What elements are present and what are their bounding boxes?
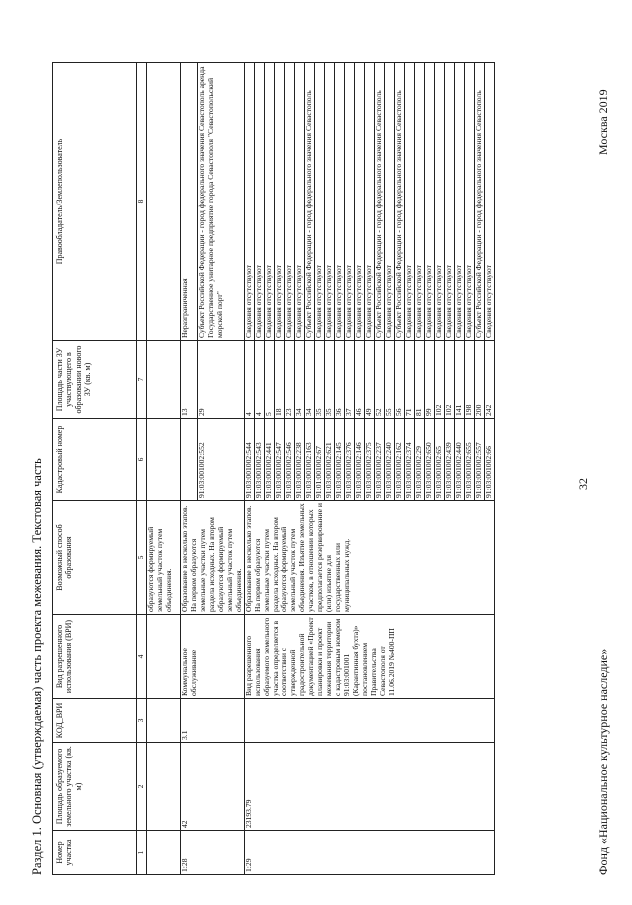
part-area: 35 bbox=[314, 341, 324, 419]
cadastral-number: 91:03:001002:145 bbox=[334, 419, 344, 501]
column-number: 5 bbox=[137, 501, 147, 615]
header-cell: Кадастровый номер bbox=[53, 419, 137, 501]
column-number: 1 bbox=[137, 831, 147, 875]
owner-cell: Сведения отсутствуют bbox=[384, 63, 394, 341]
footer-organization: Фонд «Национальное культурное наследие» bbox=[596, 648, 610, 875]
part-area: 49 bbox=[364, 341, 374, 419]
owner-cell: Сведения отсутствуют bbox=[354, 63, 364, 341]
cadastral-number: 91:03:001002:557 bbox=[474, 419, 484, 501]
survey-table bbox=[52, 62, 495, 875]
part-area: 200 bbox=[474, 341, 484, 419]
header-cell: Правообладатель/Землепользователь bbox=[53, 63, 137, 341]
cadastral-number bbox=[181, 419, 198, 501]
parcel-code bbox=[244, 699, 494, 743]
cadastral-number: 91:03:001002:66 bbox=[484, 419, 494, 501]
parcel-area: 23193.79 bbox=[244, 743, 494, 831]
parcel-number: 1:28 bbox=[181, 831, 245, 875]
column-number: 6 bbox=[137, 419, 147, 501]
owner-cell: Сведения отсутствуют bbox=[464, 63, 474, 341]
header-cell: Вид разрешенного использования (ВРИ) bbox=[53, 615, 137, 699]
part-area: 4 bbox=[254, 341, 264, 419]
part-area: 5 bbox=[264, 341, 274, 419]
parcel-method: Образование в несколько этапов. На первом образуются земельные участки путем раздела исходных. На втором образуются формируемый земельный участок путем объединения. Изъятие земельных участков, в отношении которых предполагается резервирование и (или) изъятие для государственных или муниципальных нужд. bbox=[244, 501, 494, 615]
part-area: 81 bbox=[414, 341, 424, 419]
cadastral-number: 91:03:001002:237 bbox=[374, 419, 384, 501]
column-number: 7 bbox=[137, 341, 147, 419]
part-area: 13 bbox=[181, 341, 198, 419]
header-cell: Номер участка bbox=[53, 831, 137, 875]
part-area: 46 bbox=[354, 341, 364, 419]
parcel-number: 1:29 bbox=[244, 831, 494, 875]
owner-cell: Сведения отсутствуют bbox=[364, 63, 374, 341]
cadastral-number: 91:03:001002:440 bbox=[454, 419, 464, 501]
owner-cell: Сведения отсутствуют bbox=[334, 63, 344, 341]
part-area: 18 bbox=[274, 341, 284, 419]
parcel-code: 3.1 bbox=[181, 699, 245, 743]
cadastral-number: 91:03:001002:163 bbox=[304, 419, 314, 501]
part-area: 34 bbox=[294, 341, 304, 419]
owner-cell: Субъект Российской Федерации - город федерального значения Севастополь bbox=[474, 63, 484, 341]
cadastral-number: 91:03:001002:655 bbox=[464, 419, 474, 501]
owner-cell: Сведения отсутствуют bbox=[404, 63, 414, 341]
part-area: 198 bbox=[464, 341, 474, 419]
cadastral-number: 91:03:001002:240 bbox=[384, 419, 394, 501]
part-area: 71 bbox=[404, 341, 414, 419]
cadastral-number: 91:03:001002:29 bbox=[414, 419, 424, 501]
parcel-vri: Коммунальное обслуживание bbox=[181, 615, 245, 699]
cadastral-number: 91:03:001002:439 bbox=[444, 419, 454, 501]
continuation-row bbox=[147, 63, 181, 875]
owner-cell: Сведения отсутствуют bbox=[444, 63, 454, 341]
cadastral-number: 91:01:001002:67 bbox=[314, 419, 324, 501]
header-cell: Возможный способ образования bbox=[53, 501, 137, 615]
parcel-vri: Вид разрешенного использования образуемого земельного участка определяется в соответствии с утвержденной градостроительной документацией «Проект планировки и проект межевания территории с кадастровым номером 91:03:001001 (Карантинная бухта)» постановлением Правительства Севастополя от 11.06.2019 №400-ПП bbox=[244, 615, 494, 699]
cadastral-number: 91:03:001002:544 bbox=[244, 419, 254, 501]
part-area: 99 bbox=[424, 341, 434, 419]
part-area: 55 bbox=[384, 341, 394, 419]
cadastral-number: 91:03:001002:162 bbox=[394, 419, 404, 501]
owner-cell: Сведения отсутствуют bbox=[254, 63, 264, 341]
header-cell: Площадь образуемого земельного участка (кв. м) bbox=[53, 743, 137, 831]
part-area: 102 bbox=[444, 341, 454, 419]
part-area: 242 bbox=[484, 341, 494, 419]
cadastral-number: 91:03:001002:374 bbox=[404, 419, 414, 501]
column-number: 2 bbox=[137, 743, 147, 831]
header-row bbox=[53, 63, 137, 875]
part-area: 29 bbox=[197, 341, 244, 419]
column-number: 4 bbox=[137, 615, 147, 699]
owner-cell: Субъект Российской Федерации - город федерального значения Севастополь bbox=[374, 63, 384, 341]
cadastral-number: 91:03:001002:375 bbox=[364, 419, 374, 501]
section-title: Раздел 1. Основная (утверждаемая) часть проекта межевания. Текстовая часть bbox=[30, 458, 44, 875]
owner-cell: Сведения отсутствуют bbox=[274, 63, 284, 341]
parcel-method: Образование в несколько этапов. На первом образуются земельные участки путем раздела исходных. На втором образуются формируемый земельный участок путем объединения. bbox=[181, 501, 245, 615]
cadastral-number: 91:03:001002:547 bbox=[274, 419, 284, 501]
part-area: 34 bbox=[304, 341, 314, 419]
cadastral-number: 91:03:001002:146 bbox=[354, 419, 364, 501]
part-area: 35 bbox=[324, 341, 334, 419]
owner-cell: Сведения отсутствуют bbox=[424, 63, 434, 341]
part-area: 37 bbox=[344, 341, 354, 419]
part-area: 36 bbox=[334, 341, 344, 419]
parcel-area: 42 bbox=[181, 743, 245, 831]
header-cell: Площадь части ЗУ участвующего в образовании нового ЗУ (кв. м) bbox=[53, 341, 137, 419]
owner-cell: Субъект Российской Федерации - город федерального значения Севастополь bbox=[304, 63, 314, 341]
owner-cell: Сведения отсутствуют bbox=[324, 63, 334, 341]
owner-cell: Субъект Российской Федерации - город федерального значения Севастополь аренда Государственное унитарное предприятие города Севастополя "Севастопольский морской порт" bbox=[197, 63, 244, 341]
cadastral-number: 91:03:001002:621 bbox=[324, 419, 334, 501]
column-number: 8 bbox=[137, 63, 147, 341]
cadastral-number: 91:03:001002:552 bbox=[197, 419, 244, 501]
page-number: 32 bbox=[576, 478, 590, 490]
cadastral-number: 91:03:001002:543 bbox=[254, 419, 264, 501]
cadastral-number: 91:03:001002:441 bbox=[264, 419, 274, 501]
column-number: 3 bbox=[137, 699, 147, 743]
cadastral-number: 91:03:001002:238 bbox=[294, 419, 304, 501]
owner-cell: Сведения отсутствуют bbox=[264, 63, 274, 341]
owner-cell: Сведения отсутствуют bbox=[244, 63, 254, 341]
cadastral-number: 91:03:001002:650 bbox=[424, 419, 434, 501]
owner-cell: Сведения отсутствуют bbox=[294, 63, 304, 341]
method-cell: образуются формируемый земельный участок путем объединения. bbox=[147, 501, 181, 615]
part-area: 4 bbox=[244, 341, 254, 419]
owner-cell: Сведения отсутствуют bbox=[314, 63, 324, 341]
part-area: 141 bbox=[454, 341, 464, 419]
owner-cell: Сведения отсутствуют bbox=[484, 63, 494, 341]
part-area: 56 bbox=[394, 341, 404, 419]
cadastral-number: 91:03:001002:65 bbox=[434, 419, 444, 501]
owner-cell: Сведения отсутствуют bbox=[454, 63, 464, 341]
owner-cell: Сведения отсутствуют bbox=[414, 63, 424, 341]
owner-cell: Субъект Российской Федерации - город федерального значения Севастополь bbox=[394, 63, 404, 341]
cadastral-number: 91:03:001002:376 bbox=[344, 419, 354, 501]
part-area: 102 bbox=[434, 341, 444, 419]
table-row bbox=[244, 63, 254, 875]
footer-city-year: Москва 2019 bbox=[596, 89, 610, 155]
owner-cell: Сведения отсутствуют bbox=[344, 63, 354, 341]
cadastral-number: 91:03:001002:546 bbox=[284, 419, 294, 501]
part-area: 23 bbox=[284, 341, 294, 419]
owner-cell: Сведения отсутствуют bbox=[284, 63, 294, 341]
part-area: 52 bbox=[374, 341, 384, 419]
column-number-row bbox=[137, 63, 147, 875]
table-row bbox=[181, 63, 198, 875]
owner-cell: Сведения отсутствуют bbox=[434, 63, 444, 341]
owner-cell: Неразграниченная bbox=[181, 63, 198, 341]
header-cell: КОД_ВРИ bbox=[53, 699, 137, 743]
